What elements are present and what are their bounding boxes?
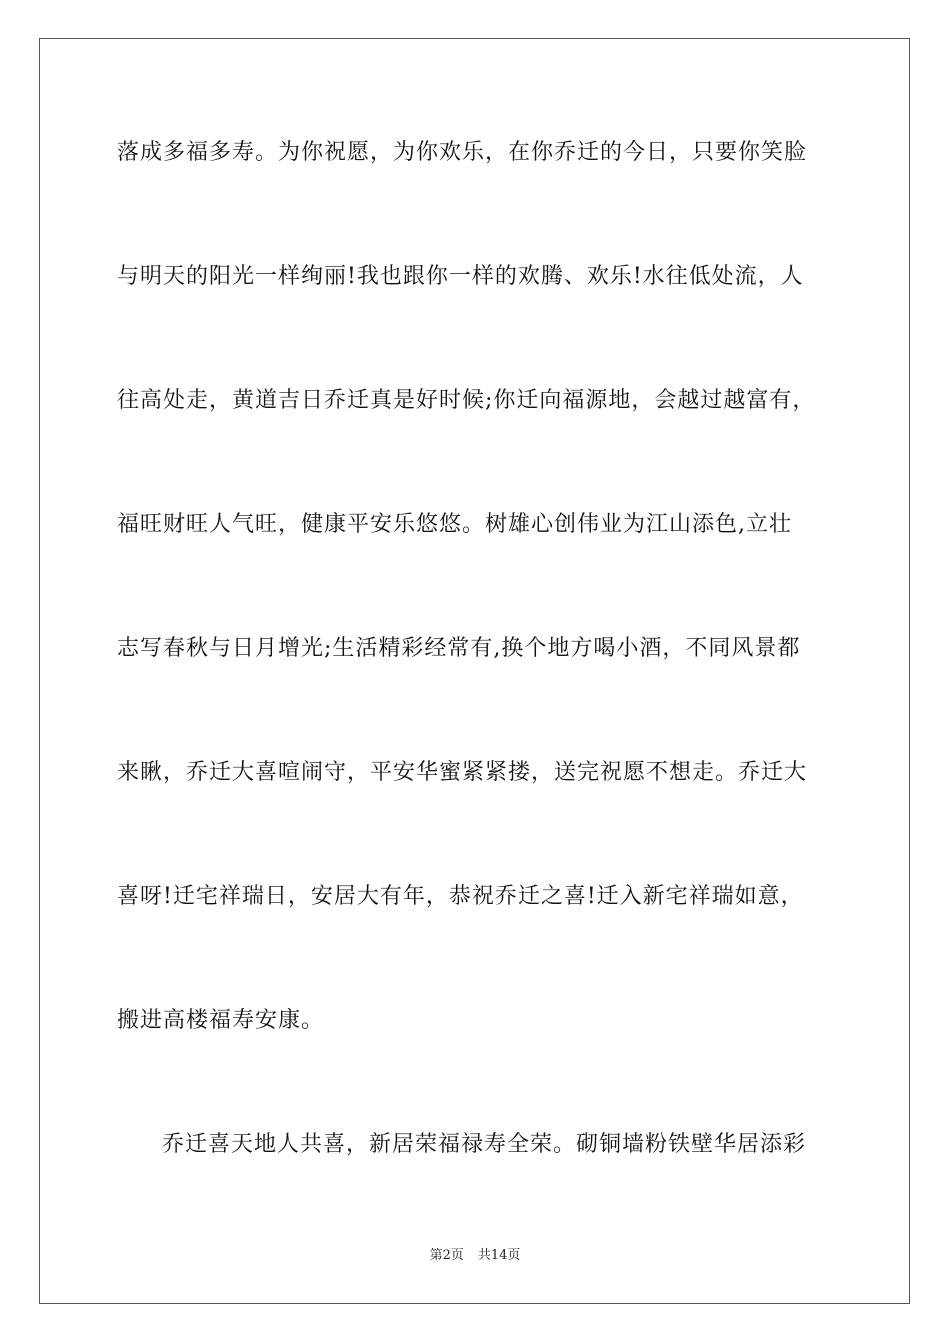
text-line: 往高处走，黄道吉日乔迁真是好时候;你迁向福源地，会越过越富有， bbox=[117, 388, 816, 413]
page-border bbox=[39, 38, 910, 1304]
text-line: 来瞅，乔迁大喜喧闹守，平安华蜜紧紧搂，送完祝愿不想走。乔迁大 bbox=[117, 760, 808, 785]
text-line: 与明天的阳光一样绚丽!我也跟你一样的欢腾、欢乐!水往低处流，人 bbox=[117, 264, 804, 289]
text-line: 福旺财旺人气旺，健康平安乐悠悠。树雄心创伟业为江山添色,立壮 bbox=[117, 512, 792, 537]
text-line: 喜呀!迁宅祥瑞日，安居大有年，恭祝乔迁之喜!迁入新宅祥瑞如意， bbox=[117, 884, 804, 909]
page-number: 第2页 bbox=[429, 1248, 464, 1263]
paragraph-first-line: 乔迁喜天地人共喜，新居荣福禄寿全荣。砌铜墙粉铁壁华居添彩 bbox=[162, 1132, 807, 1157]
text-line: 搬进高楼福寿安康。 bbox=[117, 1008, 325, 1033]
text-line: 落成多福多寿。为你祝愿，为你欢乐，在你乔迁的今日，只要你笑脸 bbox=[117, 140, 808, 165]
text-line: 志写春秋与日月增光;生活精彩经常有,换个地方喝小酒，不同风景都 bbox=[117, 636, 801, 661]
page-footer bbox=[0, 1247, 950, 1265]
page-count: 共14页 bbox=[477, 1248, 521, 1263]
